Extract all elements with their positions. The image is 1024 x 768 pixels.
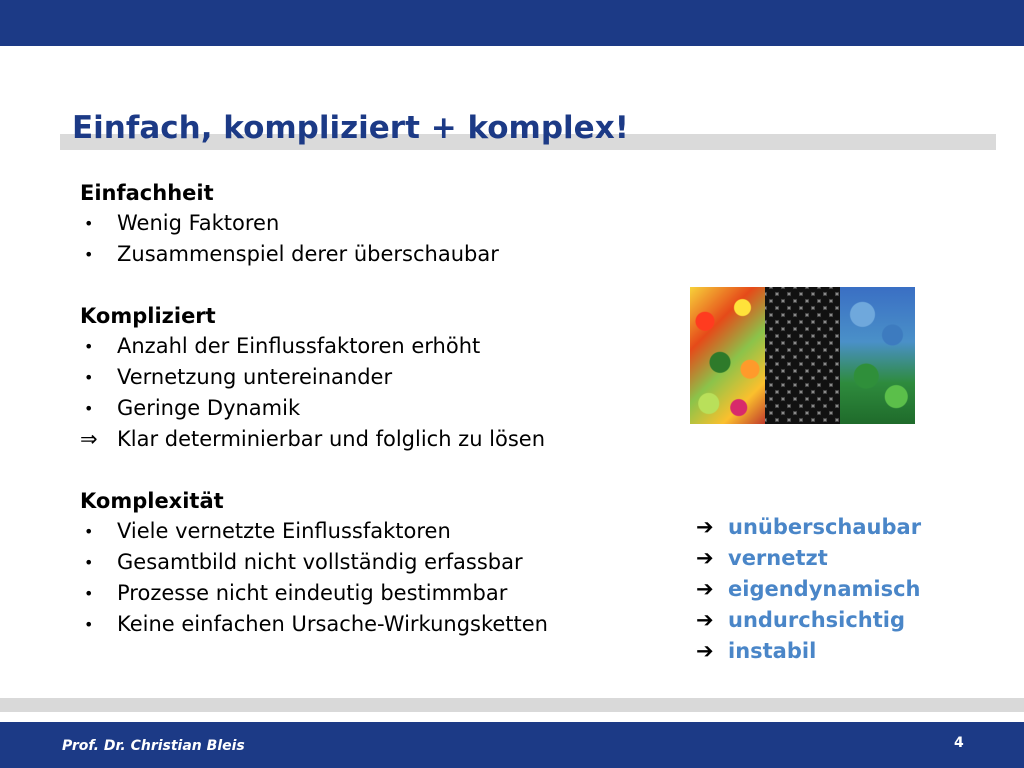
- footer-author: Prof. Dr. Christian Bleis: [62, 738, 245, 754]
- colorful-pattern-image: [690, 287, 765, 424]
- arrow-right-icon: ➔: [696, 608, 714, 632]
- list-item: • Prozesse nicht eindeutig bestimmbar: [80, 578, 680, 609]
- list-item: • Anzahl der Einflussfaktoren erhöht: [80, 331, 680, 362]
- page-number: 4: [954, 735, 964, 751]
- arrow-right-icon: ➔: [696, 546, 714, 570]
- bullet-icon: •: [84, 214, 94, 233]
- bullet-icon: •: [84, 615, 94, 634]
- arrow-right-icon: ➔: [696, 639, 714, 663]
- list-item: • Gesamtbild nicht vollständig erfassbar: [80, 547, 680, 578]
- bullet-icon: •: [84, 553, 94, 572]
- conclusion-item: ⇒ Klar determinierbar und folglich zu lösen: [80, 424, 680, 455]
- section-spacer: [80, 455, 680, 486]
- slide-content: [80, 178, 680, 640]
- implies-arrow-icon: ⇒: [80, 427, 98, 451]
- bullet-icon: •: [84, 245, 94, 264]
- list-item: • Zusammenspiel derer überschaubar: [80, 239, 680, 270]
- arrow-right-icon: ➔: [696, 577, 714, 601]
- top-header-bar: [0, 0, 1024, 46]
- section-heading-kompliziert: Kompliziert: [80, 304, 216, 328]
- slide-title: Einfach, kompliziert + komplex!: [72, 110, 629, 146]
- bullet-icon: •: [84, 522, 94, 541]
- pattern-image-strip: [690, 287, 915, 424]
- list-item: • Geringe Dynamik: [80, 393, 680, 424]
- bullet-icon: •: [84, 584, 94, 603]
- leaves-pattern-image: [840, 287, 915, 424]
- section-heading-komplexitaet: Komplexität: [80, 489, 224, 513]
- list-item: • Viele vernetzte Einflussfaktoren: [80, 516, 680, 547]
- bullet-icon: •: [84, 368, 94, 387]
- list-item: • Vernetzung untereinander: [80, 362, 680, 393]
- bullet-icon: •: [84, 337, 94, 356]
- honeycomb-pattern-image: [765, 287, 840, 424]
- list-item: • Keine einfachen Ursache-Wirkungsketten: [80, 609, 680, 640]
- section-spacer: [80, 270, 680, 301]
- section-heading-einfachheit: Einfachheit: [80, 181, 214, 205]
- footer-divider-bar: [0, 698, 1024, 712]
- list-item: • Wenig Faktoren: [80, 208, 680, 239]
- bullet-icon: •: [84, 399, 94, 418]
- arrow-right-icon: ➔: [696, 515, 714, 539]
